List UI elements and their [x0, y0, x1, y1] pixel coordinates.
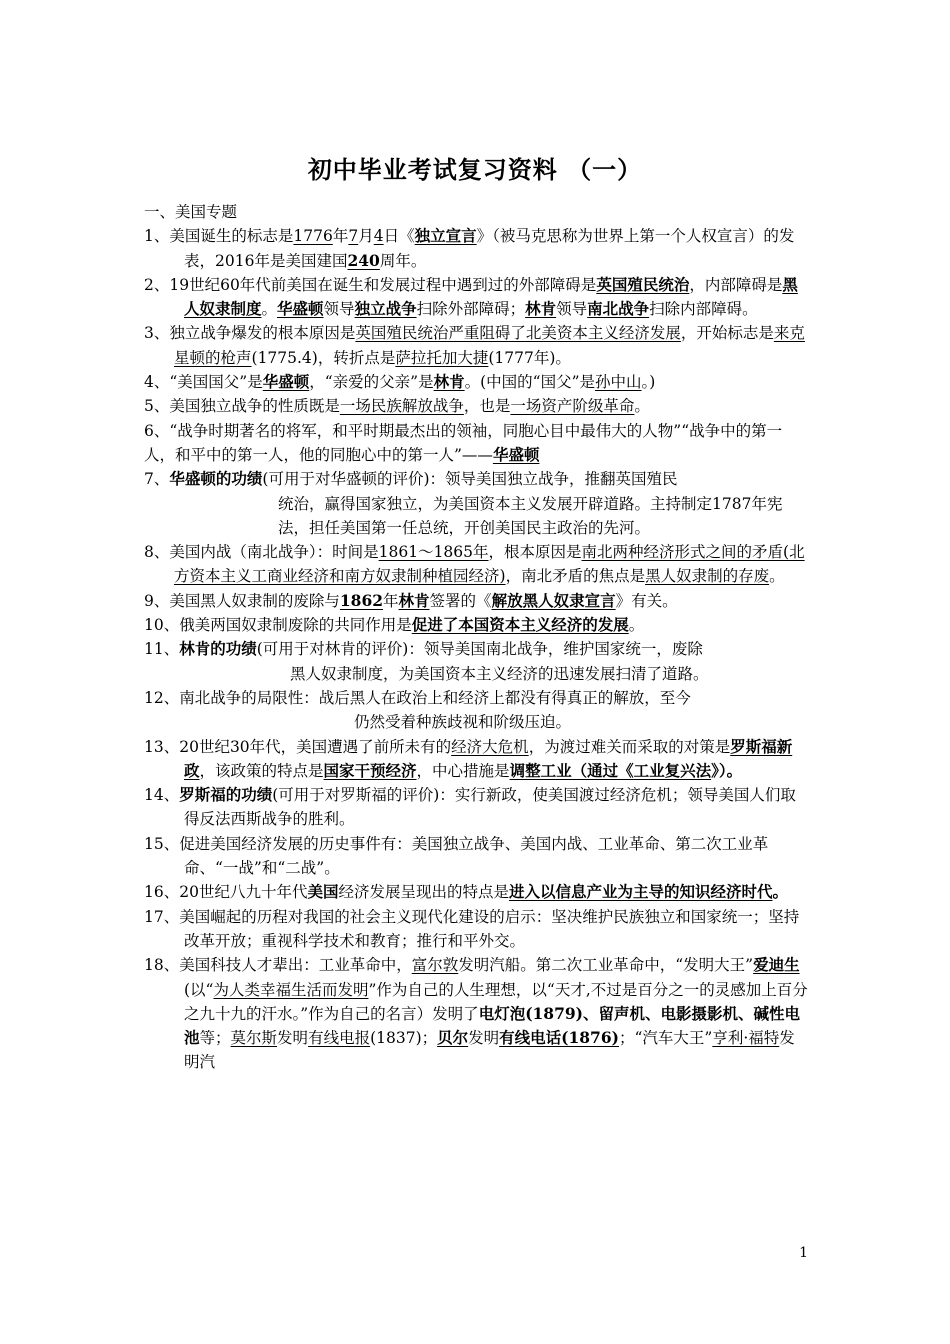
text: 发明	[468, 1029, 500, 1048]
underlined-text: 7	[348, 227, 359, 246]
text: 18、美国科技人才辈出：工业革命中，	[144, 956, 412, 975]
text: 16、20世纪八九十年代	[144, 883, 308, 902]
underlined-text: 富尔敦	[411, 956, 459, 975]
text: 扫除内部障碍。	[649, 300, 758, 319]
text: 扫除外部障碍；	[416, 300, 526, 319]
bold-heading: 林肯的功绩	[179, 639, 257, 659]
text: ，该政策的特点是	[199, 761, 324, 780]
text: 》有关。	[615, 591, 678, 610]
item-8	[144, 540, 808, 589]
text: (以“	[184, 980, 214, 999]
text: 。	[628, 616, 645, 635]
item-15: 15、促进美国经济发展的历史事件有：美国独立战争、美国内战、工业革命、第二次工业革命、“一战”和“二战”。	[144, 834, 769, 878]
text: 6、“战争时期著名的将军，和平时期最杰出的领袖，同胞心目中最伟大的人物”“战争中的第一人，和平中的第一人，他的同胞心中的第一人”——	[144, 421, 783, 464]
text: 发明汽	[184, 1029, 795, 1072]
page-number: 1	[799, 1245, 808, 1261]
text: 11、	[144, 640, 180, 659]
text: 2、19世纪60年代前美国在诞生和发展过程中遇到过的外部障碍是	[144, 275, 597, 294]
text: 经济发展呈现出的特点是	[338, 883, 509, 902]
text: ，“亲爱的父亲”是	[309, 373, 434, 392]
document-body	[144, 200, 808, 1075]
item-16	[144, 880, 808, 904]
key-term: 调整工业（通过《	[509, 760, 634, 780]
item-18	[144, 953, 808, 1074]
key-term: 240	[347, 250, 380, 270]
key-term: 华盛顿	[492, 444, 540, 464]
underlined-text: 莫尔斯	[230, 1029, 278, 1048]
text: ，为渡过难关而采取的对策是	[528, 737, 731, 756]
key-term: 有线电话(1876)	[499, 1028, 619, 1048]
key-term: 独立战争	[354, 299, 417, 319]
underlined-text: 亨利·福特	[712, 1029, 780, 1048]
text: 。(中国的“国父”是	[464, 373, 596, 392]
text: 。)	[641, 373, 656, 392]
text: 14、	[144, 786, 180, 805]
text: 日《	[383, 227, 415, 246]
text: 3、独立战争爆发的根本原因是	[144, 324, 356, 343]
item-11-continued: 黑人奴隶制度，为美国资本主义经济的迅速发展扫清了道路。	[290, 664, 709, 683]
text: 领导	[556, 300, 588, 319]
underlined-text: 萨拉托加大捷	[395, 348, 489, 367]
text: (1775.4)，转折点是	[251, 348, 396, 367]
underlined-text: 4	[373, 227, 384, 246]
underlined-text: 英国殖民统治严重阻碍了北美资本主义经济发展	[355, 324, 681, 343]
item-13	[144, 735, 808, 784]
bold-heading: 罗斯福的功绩	[179, 785, 273, 805]
item-12-continued: 仍然受着种族歧视和阶级压迫。	[354, 713, 572, 732]
underlined-text: 1776	[293, 227, 333, 246]
text: 月	[358, 227, 374, 246]
text: ，南北矛盾的焦点是	[505, 567, 646, 586]
text: 年	[383, 591, 399, 610]
bold-text: 电灯泡(1879)、留声机、电影摄影机、碱性电池	[184, 1003, 800, 1048]
text: 领导	[323, 300, 355, 319]
text: 。	[634, 397, 650, 416]
underlined-text: 1861～1865年	[378, 543, 489, 562]
bold-text: 。	[772, 882, 789, 902]
text: 》（被马克思称为世界上第一个人权宣言）的发表，2016年是美国建国	[184, 227, 795, 270]
key-term: 促进了本国资本主义经济的发展	[411, 615, 629, 635]
item-10	[144, 613, 808, 637]
item-9	[144, 589, 808, 613]
text: 5、美国独立战争的性质既是	[144, 397, 340, 416]
bold-heading: 华盛顿的功绩	[169, 469, 263, 489]
text: 1、美国诞生的标志是	[144, 227, 294, 246]
key-term: 工业复兴法	[633, 760, 712, 780]
item-12: 12、南北战争的局限性：战后黑人在政治上和经济上都没有得真正的解放，至今	[144, 688, 691, 707]
text: ，开始标志是	[680, 324, 774, 343]
key-term: 爱迪生	[753, 955, 800, 975]
underlined-text: 一场民族解放战争	[339, 397, 464, 416]
key-term: 贝尔	[437, 1028, 469, 1048]
text: 年	[332, 227, 349, 246]
text: ”作为自己的人生理想，以“天才,不过是百分之一的灵感加上百分之九十九的汗水。”作为自己的名言）发明了	[184, 980, 808, 1023]
key-term: 华盛顿	[262, 372, 310, 392]
text: 。	[769, 567, 785, 586]
item-7	[144, 467, 808, 491]
bold-text: 》）。	[711, 760, 743, 780]
underlined-text: 来克星顿的枪声	[174, 324, 805, 367]
key-term: 华盛顿	[277, 299, 324, 319]
underlined-text: 一场资产阶级革命	[510, 397, 635, 416]
text: 7、	[144, 470, 170, 489]
text: 9、美国黑人奴隶制的废除与	[144, 591, 340, 610]
underlined-text: 黑人奴隶制的存废	[645, 567, 770, 586]
text: 发明	[277, 1029, 309, 1048]
text: 4、“美国国父”是	[144, 373, 263, 392]
item-4	[144, 370, 808, 394]
item-11	[144, 637, 808, 661]
text: (1837)；	[370, 1029, 438, 1048]
key-term: 林肯	[433, 372, 465, 392]
text: ，也是	[463, 397, 511, 416]
key-term: 英国殖民统治	[596, 274, 690, 294]
text: (可用于对林肯的评价)：领导美国南北战争，维护国家统一，废除	[256, 640, 703, 659]
item-2	[144, 273, 808, 322]
underlined-text: 有线电报	[308, 1029, 371, 1048]
item-3	[144, 321, 808, 370]
document-title: 初中毕业考试复习资料 （一）	[307, 155, 643, 184]
item-1	[144, 224, 808, 273]
text: (可用于对罗斯福的评价)：实行新政，使美国渡过经济危机；领导美国人们取得反法西斯战争的胜利。	[184, 786, 796, 829]
underlined-text: 孙中山	[595, 373, 642, 392]
key-term: 独立宣言	[414, 226, 477, 246]
underlined-text: 南北两种经济形式之间的矛盾(北方资本主义工商业经济和南方奴隶制种植园经济)	[174, 543, 805, 586]
text: ，中心措施是	[416, 761, 510, 780]
key-term: 解放黑人奴隶宣言	[491, 590, 616, 610]
text: 。	[261, 300, 278, 319]
text: 等；	[199, 1029, 231, 1048]
text: ，根本原因是	[488, 543, 582, 562]
key-term: 南北战争	[587, 299, 650, 319]
item-5	[144, 394, 808, 418]
key-term: 国家干预经济	[323, 760, 417, 780]
text: 8、美国内战（南北战争）：时间是	[144, 543, 379, 562]
text: 10、俄美两国奴隶制废除的共同作用是	[144, 616, 412, 635]
text: 周年。	[379, 251, 427, 270]
item-17: 17、美国崛起的历程对我国的社会主义现代化建设的启示：坚决维护民族独立和国家统一；坚持改革开放；重视科学技术和教育；推行和平外交。	[144, 907, 800, 950]
underlined-text: 为人类幸福生活而发明	[213, 980, 369, 999]
item-6	[144, 419, 808, 468]
key-term: 黑人奴隶制度	[184, 274, 798, 319]
text: ，内部障碍是	[689, 275, 783, 294]
underlined-text: 经济大危机	[451, 737, 529, 756]
key-term: 林肯	[398, 590, 430, 610]
text: (1777年)。	[488, 348, 571, 367]
item-7-continued: 统治，赢得国家独立，为美国资本主义发展开辟道路。主持制定1787年宪法，担任美国第一任总统，开创美国民主政治的先河。	[278, 494, 783, 537]
text: 发明汽船。第二次工业革命中，“发明大王”	[458, 956, 754, 975]
item-14	[144, 783, 808, 832]
bold-text: 美国	[307, 882, 339, 902]
text: 签署的《	[429, 591, 492, 610]
text: (可用于对华盛顿的评价)：领导美国独立战争，推翻英国殖民	[262, 470, 678, 489]
section-heading: 一、美国专题	[144, 203, 238, 221]
text: ；“汽车大王”	[618, 1029, 713, 1048]
key-term: 1862	[339, 590, 384, 610]
key-term: 进入以信息产业为主导的知识经济时代	[508, 882, 773, 902]
key-term: 罗斯福新政	[184, 736, 793, 780]
text: 13、20世纪30年代，美国遭遇了前所未有的	[144, 737, 452, 756]
key-term: 林肯	[525, 299, 557, 319]
